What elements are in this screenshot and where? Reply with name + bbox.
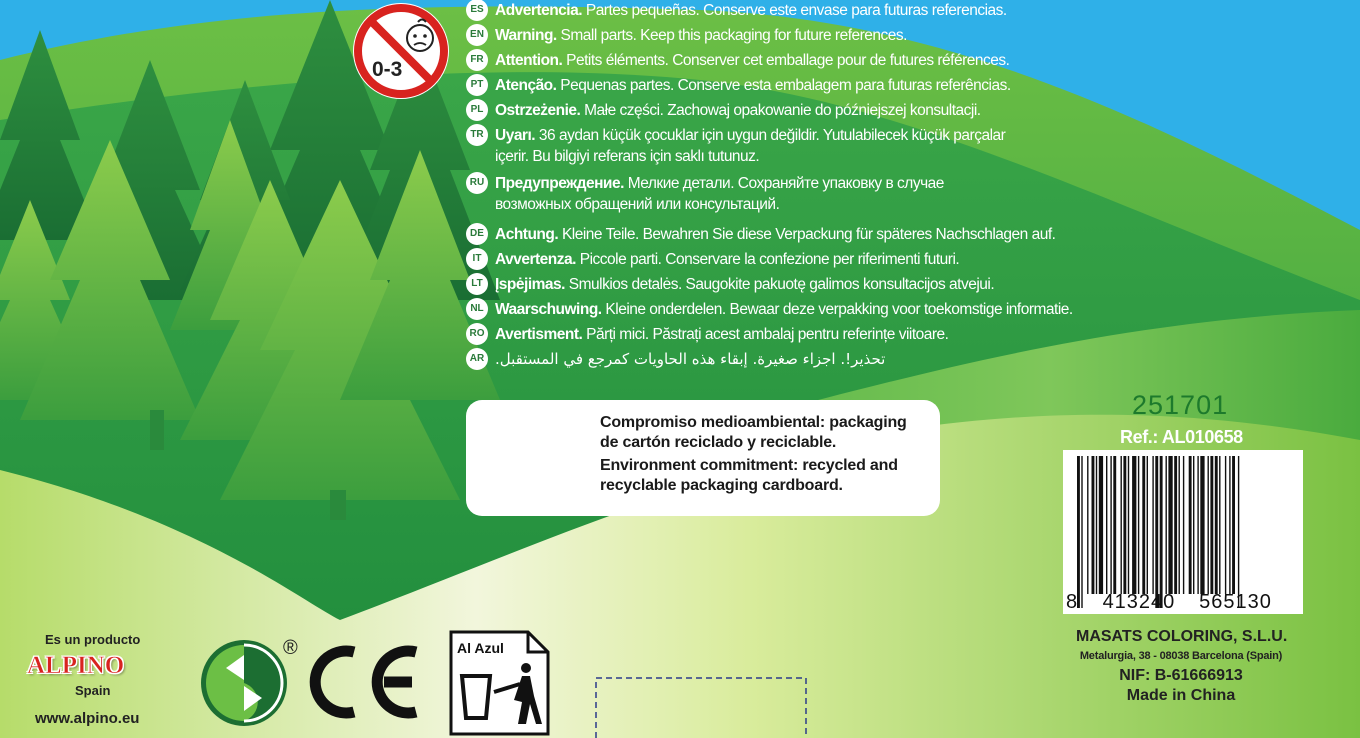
warning-heading: Attention. bbox=[495, 52, 563, 69]
barcode bbox=[1063, 450, 1303, 614]
warning-heading: Uyarı. bbox=[495, 127, 536, 144]
warning-text bbox=[495, 125, 1005, 167]
warning-body: Kleine Teile. Bewahren Sie diese Verpackung für späteres Nachschlagen auf. bbox=[558, 226, 1056, 243]
warning-heading: Warning. bbox=[495, 27, 557, 44]
warning-row bbox=[466, 324, 948, 345]
barcode-bar bbox=[1099, 456, 1103, 594]
barcode-bar bbox=[1200, 456, 1204, 594]
eco-text-es bbox=[600, 413, 930, 453]
language-badge: NL bbox=[466, 298, 488, 320]
barcode-bar bbox=[1193, 456, 1194, 594]
warning-body: Piccole parti. Conservare la confezione per riferimenti futuri. bbox=[575, 251, 960, 268]
eco-commitment-box bbox=[466, 400, 940, 516]
barcode-digit-group1: 413240 bbox=[1102, 591, 1176, 613]
warning-text bbox=[495, 75, 1011, 96]
barcode-bar bbox=[1197, 456, 1198, 594]
language-badge: LT bbox=[466, 273, 488, 295]
company-nif: NIF: B-61666913 bbox=[1119, 667, 1243, 684]
warning-body: تحذير!. اجزاء صغيرة. إبقاء هذه الحاويات كمرجع في المستقبل. bbox=[495, 350, 886, 368]
warning-text bbox=[495, 249, 959, 270]
barcode-bar bbox=[1113, 456, 1116, 594]
warning-body: Părți mici. Păstrați acest ambalaj pentru referințe viitoare. bbox=[582, 326, 949, 343]
warning-heading: Advertencia. bbox=[495, 2, 583, 19]
eco-text-en bbox=[600, 456, 930, 496]
barcode-bar bbox=[1215, 456, 1218, 594]
warning-body-line2: içerir. Bu bilgiyi referans için saklı tutunuz. bbox=[495, 148, 760, 165]
barcode-bar bbox=[1152, 456, 1153, 594]
barcode-bar bbox=[1189, 456, 1192, 594]
warning-row bbox=[466, 173, 944, 215]
warning-body: Partes pequeñas. Conserve este envase para futuras referencias. bbox=[582, 2, 1007, 19]
warning-text bbox=[495, 324, 948, 345]
age-label: 0-3 bbox=[372, 58, 403, 81]
barcode-bar bbox=[1210, 456, 1213, 594]
barcode-bar bbox=[1081, 456, 1082, 608]
warning-text bbox=[495, 349, 885, 370]
barcode-bar bbox=[1160, 456, 1163, 608]
eco-text-es-line2: de cartón reciclado y reciclable. bbox=[600, 434, 837, 451]
warning-body: 36 aydan küçük çocuklar için uygun değildir. Yutulabilecek küçük parçalar bbox=[535, 127, 1006, 144]
registered-mark: ® bbox=[283, 637, 298, 659]
no-children-under-3-icon bbox=[353, 3, 449, 99]
warning-body: Smulkios detalės. Saugokite pakuotę galimos konsultacijos atvejui. bbox=[564, 276, 995, 293]
product-code: 251701 bbox=[1132, 390, 1229, 420]
barcode-bar bbox=[1132, 456, 1136, 594]
alpino-logo: ALPINO bbox=[27, 652, 125, 679]
language-badge: RO bbox=[466, 323, 488, 345]
warning-text bbox=[495, 50, 1009, 71]
language-badge: EN bbox=[466, 24, 488, 46]
barcode-bar bbox=[1106, 456, 1107, 594]
barcode-digit-lead: 8 bbox=[1066, 591, 1079, 613]
language-badge: IT bbox=[466, 248, 488, 270]
warning-heading: Atenção. bbox=[495, 77, 557, 94]
barcode-bar bbox=[1238, 456, 1239, 608]
barcode-bars bbox=[1063, 450, 1303, 614]
barcode-bar bbox=[1225, 456, 1226, 594]
barcode-bar bbox=[1096, 456, 1097, 594]
barcode-bar bbox=[1174, 456, 1177, 594]
warning-text bbox=[495, 25, 907, 46]
warning-row bbox=[466, 299, 1073, 320]
warning-heading: Предупреждение. bbox=[495, 175, 624, 192]
barcode-bar bbox=[1142, 456, 1145, 594]
warning-heading: Waarschuwing. bbox=[495, 301, 602, 318]
barcode-bar bbox=[1155, 456, 1158, 608]
barcode-bar bbox=[1121, 456, 1122, 594]
barcode-bar bbox=[1229, 456, 1230, 594]
warning-text bbox=[495, 173, 944, 215]
eco-text-en-line1: Environment commitment: recycled and bbox=[600, 457, 898, 474]
brand-tagline: Es un producto bbox=[45, 632, 141, 647]
warning-text bbox=[495, 0, 1007, 21]
language-badge: PT bbox=[466, 74, 488, 96]
barcode-bar bbox=[1208, 456, 1209, 594]
language-badge: DE bbox=[466, 223, 488, 245]
barcode-bar bbox=[1168, 456, 1172, 594]
barcode-bar bbox=[1138, 456, 1139, 594]
green-dot-icon bbox=[201, 640, 287, 726]
eco-text-en-line2: recyclable packaging cardboard. bbox=[600, 477, 843, 494]
warning-row bbox=[466, 100, 981, 121]
warning-row bbox=[466, 50, 1009, 71]
brand-website[interactable]: www.alpino.eu bbox=[35, 710, 140, 727]
company-name: MASATS COLORING, S.L.U. bbox=[1076, 628, 1288, 645]
warning-text bbox=[495, 274, 994, 295]
warning-row bbox=[466, 249, 959, 270]
warning-row bbox=[466, 349, 885, 370]
warning-heading: Avvertenza. bbox=[495, 251, 576, 268]
warning-body: Kleine onderdelen. Bewaar deze verpakking voor toekomstige informatie. bbox=[601, 301, 1073, 318]
al-azul-label: Al Azul bbox=[457, 640, 504, 656]
barcode-bar bbox=[1092, 456, 1095, 594]
warning-row bbox=[466, 224, 1055, 245]
warning-body: Petits éléments. Conserver cet emballage pour de futures références. bbox=[562, 52, 1010, 69]
product-ref: Ref.: AL010658 bbox=[1120, 427, 1243, 447]
brand-country: Spain bbox=[75, 683, 111, 698]
warning-heading: Achtung. bbox=[495, 226, 559, 243]
barcode-bar bbox=[1123, 456, 1126, 594]
language-badge: PL bbox=[466, 99, 488, 121]
warning-heading: Avertisment. bbox=[495, 326, 583, 343]
warning-heading: Ostrzeżenie. bbox=[495, 102, 581, 119]
warning-row bbox=[466, 25, 907, 46]
barcode-bar bbox=[1219, 456, 1220, 594]
barcode-digits bbox=[1066, 591, 1272, 614]
warning-text bbox=[495, 100, 981, 121]
language-badge: AR bbox=[466, 348, 488, 370]
warning-row bbox=[466, 75, 1011, 96]
warning-text bbox=[495, 299, 1073, 320]
barcode-bar bbox=[1166, 456, 1167, 594]
warning-row bbox=[466, 125, 1005, 167]
warning-body: Pequenas partes. Conserve esta embalagem para futuras referências. bbox=[556, 77, 1011, 94]
made-in: Made in China bbox=[1126, 687, 1236, 704]
barcode-bar bbox=[1110, 456, 1111, 594]
barcode-bar bbox=[1179, 456, 1180, 594]
warning-body: Мелкие детали. Сохраняйте упаковку в случае bbox=[623, 175, 944, 192]
barcode-bar bbox=[1183, 456, 1184, 594]
warning-text bbox=[495, 224, 1055, 245]
barcode-bar bbox=[1128, 456, 1129, 594]
warning-row bbox=[466, 274, 994, 295]
barcode-bar bbox=[1147, 456, 1148, 594]
language-badge: TR bbox=[466, 124, 488, 146]
language-badge: FR bbox=[466, 49, 488, 71]
warning-body: Małe części. Zachowaj opakowanie do późniejszej konsultacji. bbox=[580, 102, 981, 119]
language-badge: ES bbox=[466, 0, 488, 21]
warning-body: Small parts. Keep this packaging for future references. bbox=[556, 27, 907, 44]
barcode-digit-group2: 565130 bbox=[1199, 591, 1272, 613]
warning-body-line2: возможных обращений или консультаций. bbox=[495, 196, 780, 213]
company-address: Metalurgia, 38 - 08038 Barcelona (Spain) bbox=[1079, 650, 1283, 662]
warning-heading: Įspėjimas. bbox=[495, 276, 565, 293]
barcode-bar bbox=[1087, 456, 1088, 594]
barcode-bar bbox=[1077, 456, 1080, 608]
barcode-bar bbox=[1232, 456, 1235, 594]
eco-text-es-line1: Compromiso medioambiental: packaging bbox=[600, 414, 907, 431]
language-badge: RU bbox=[466, 172, 488, 194]
warning-row bbox=[466, 0, 1007, 21]
